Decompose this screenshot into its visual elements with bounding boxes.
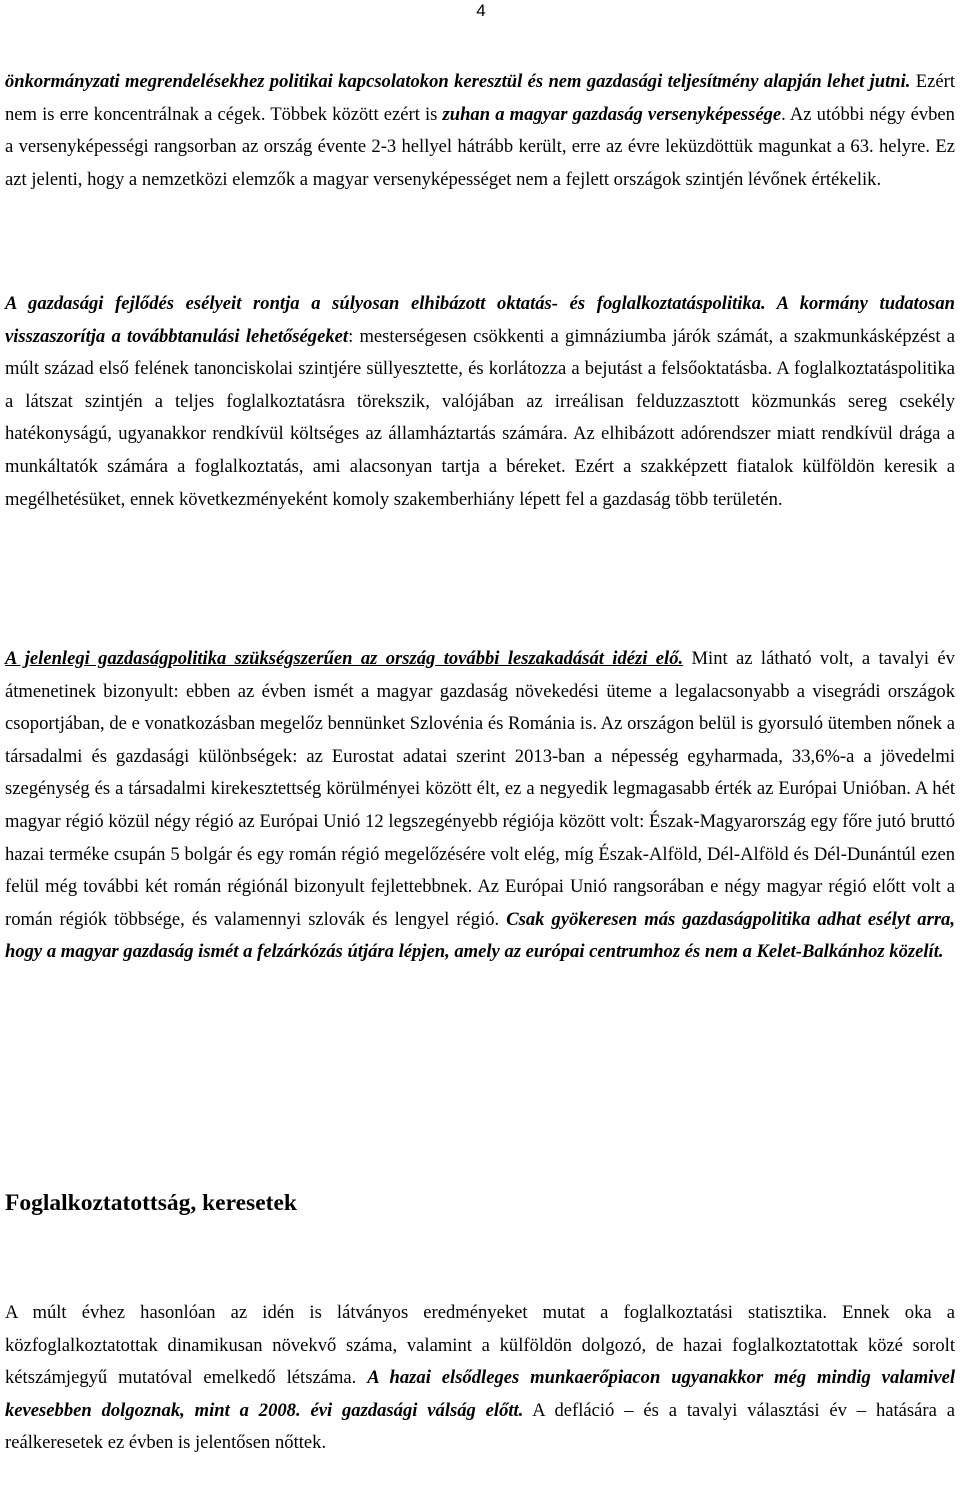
paragraph-employment-statistics	[5, 1297, 955, 1460]
body-text: : mesterségesen csökkenti a gimnáziumba járók számát, a szakmunkásképzést a múlt század első felének tanonciskolai szintjére süllyesztette, és korlátozza a bejutást a felsőoktatásba. A foglalkoztatáspolitika a látszat szintjén a teljes foglalkoztatásra törekszik, valójában az irreálisan felduzzasztott közmunkás sereg csekély hatékonyságú, ugyanakkor rendkívül költséges az államháztartás számára. Az elhibázott adórendszer miatt rendkívül drága a munkáltatók számára a foglalkoztatás, ami alacsonyan tartja a béreket. Ezért a szakképzett fiatalok külföldön keresik a megélhetésüket, ennek következményeként komoly szakemberhiány lépett fel a gazdaság több területén.	[5, 325, 955, 510]
body-text: Ezért nem is erre koncentrálnak a cégek. Többek között ezért is	[5, 71, 955, 125]
body-text: A defláció – és a tavalyi választási év – hatására a reálkeresetek ez évben is jelentősen nőttek.	[5, 1399, 955, 1454]
emphasis-bold-italic: Csak gyökeresen más gazdaságpolitika adhat esélyt arra, hogy a magyar gazdaság ismét a felzárkózás útjára lépjen, amely az európai centrumhoz és nem a Kelet-Balkánhoz közelít.	[5, 908, 955, 963]
body-text: A múlt évhez hasonlóan az idén is látványos eredményeket mutat a foglalkoztatási statisztika. Ennek oka a közfoglalkoztatottak dinamikusan növekvő száma, valamint a külföldön dolgozó, de hazai foglalkoztatottak közé sorolt kétszámjegyű mutatóval emelkedő létszáma.	[5, 1302, 955, 1389]
body-text: Mint az látható volt, a tavalyi év átmenetinek bizonyult: ebben az évben ismét a magyar gazdaság növekedési üteme a legalacsonyabb a visegrádi országok csoportjában, de e vonatkozásban megelőz bennünket Szlovénia és Románia is. Az országon belül is gyorsuló ütemben nőnek a társadalmi és gazdasági különbségek: az Eurostat adatai szerint 2013-ban a népesség egyharmada, 33,6%-a a jövedelmi szegénység és a társadalmi kirekesztettség körülményei között élt, ez a negyedik legmagasabb érték az Európai Unióban. A hét magyar régió közül négy régió az Európai Unió 12 legszegényebb régiója között volt: Észak-Magyarország egy főre jutó bruttó hazai terméke csupán 5 bolgár és egy román régió megelőzésére volt elég, míg Észak-Alföld, Dél-Alföld és Dél-Dunántúl ezen felül még további két román régiónál bizonyult fejlettebbnek. Az Európai Unió rangsorában e négy magyar régió előtt volt a román régiók többsége, és valamennyi szlovák és lengyel régió.	[5, 648, 955, 930]
emphasis-bold-italic: A hazai elsődleges munkaerőpiacon ugyanakkor még mindig valamivel kevesebben dolgoznak, mint a 2008. évi gazdasági válság előtt.	[5, 1367, 955, 1421]
paragraph-economic-policy	[5, 643, 955, 969]
paragraph-competitiveness	[5, 66, 955, 196]
page-number: 4	[476, 1, 486, 20]
emphasis-bold-italic-underlined: A jelenlegi gazdaságpolitika szükségszerűen az ország további leszakadását idézi elő.	[5, 648, 684, 669]
emphasis-bold-italic: A gazdasági fejlődés esélyeit rontja a súlyosan elhibázott oktatás- és foglalkoztatáspolitika. A kormány tudatosan visszaszorítja a továbbtanulási lehetőségeket	[5, 293, 955, 347]
section-heading: Foglalkoztatottság, keresetek	[5, 1190, 297, 1216]
emphasis-bold-italic: zuhan a magyar gazdaság versenyképessége	[442, 103, 782, 125]
paragraph-education-employment-policy	[5, 288, 955, 516]
body-text: . Az utóbbi négy évben a versenyképességi rangsorban az ország évente 2-3 hellyel hátrább került, erre az évre leküzdöttük magunkat a 63. helyre. Ez azt jelenti, hogy a nemzetközi elemzők a magyar versenyképességet nem a fejlett országok szintjén lévőnek értékelik.	[5, 103, 955, 190]
emphasis-bold-italic: önkormányzati megrendelésekhez politikai kapcsolatokon keresztül és nem gazdasági teljesítmény alapján lehet jutni.	[5, 71, 911, 92]
